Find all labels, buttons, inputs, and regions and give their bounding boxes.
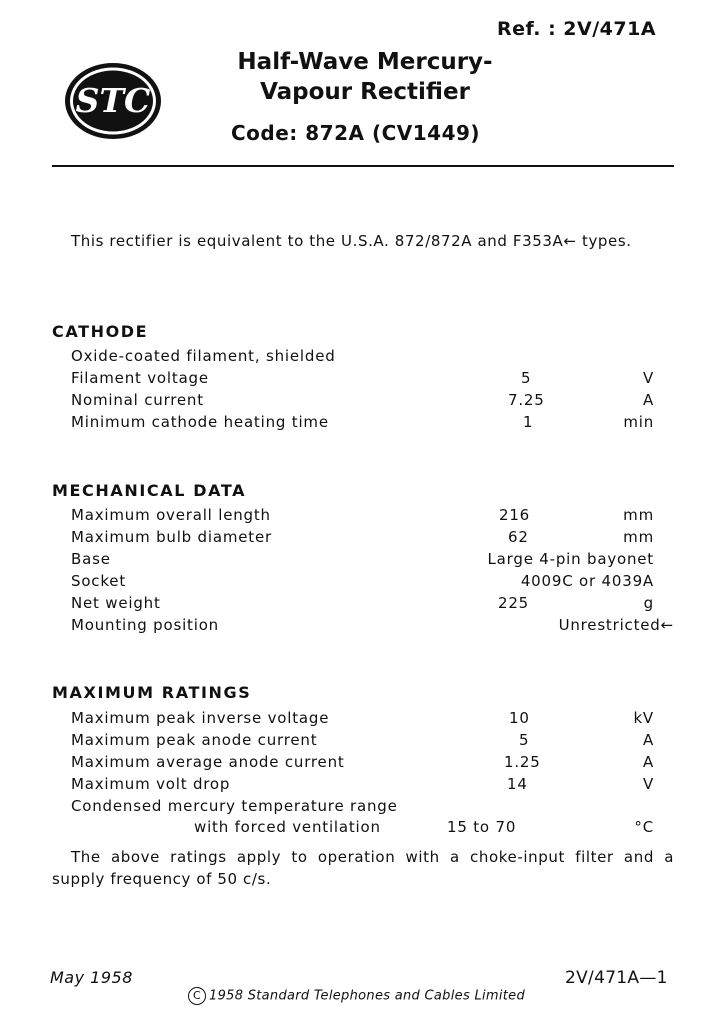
table-row (71, 570, 681, 592)
row-unit: V (642, 369, 654, 387)
row-value: Large 4-pin bayonet (487, 550, 654, 568)
row-value: 62 (508, 528, 529, 546)
row-unit: mm (623, 506, 654, 524)
table-row (71, 389, 681, 411)
row-unit: min (623, 413, 654, 431)
row-label: Net weight (71, 594, 161, 612)
row-value: 225 (498, 594, 530, 612)
row-value: 10 (509, 709, 530, 727)
intro-text-end: types. (576, 232, 632, 250)
change-arrow-icon: ← (563, 232, 577, 250)
row-label: Condensed mercury temperature range (71, 797, 398, 815)
table-row (71, 751, 681, 773)
intro-paragraph (52, 230, 674, 252)
table-row (71, 526, 681, 548)
row-unit: kV (633, 709, 654, 727)
row-value: 14 (507, 775, 528, 793)
table-row (71, 592, 681, 614)
row-label: Maximum average anode current (71, 753, 345, 771)
table-row (71, 411, 681, 433)
row-label: Mounting position (71, 616, 219, 634)
row-label: Maximum volt drop (71, 775, 231, 793)
row-label: Maximum peak inverse voltage (71, 709, 330, 727)
row-value: 5 (521, 369, 532, 387)
row-value: Unrestricted← (558, 616, 674, 634)
logo-text: STC (75, 81, 151, 120)
row-label: Filament voltage (71, 369, 209, 387)
row-unit: g (643, 594, 654, 612)
cathode-heading: CATHODE (52, 322, 149, 341)
ratings-note: The above ratings apply to operation with a choke-input filter and a supply frequency of 50 c/s. (52, 848, 674, 888)
row-unit: °C (634, 818, 654, 836)
row-value: 7.25 (508, 391, 545, 409)
intro-text: This rectifier is equivalent to the U.S.A. 872/872A and F353A (71, 232, 564, 250)
row-label: with forced ventilation (194, 818, 381, 836)
row-label: Socket (71, 572, 127, 590)
mechanical-heading: MECHANICAL DATA (52, 481, 247, 500)
table-row (71, 614, 681, 636)
row-value: 15 to 70 (447, 818, 517, 836)
row-value: 4009C or 4039A (520, 572, 654, 590)
table-row (71, 816, 681, 838)
row-label: Maximum bulb diameter (71, 528, 272, 546)
row-unit: A (642, 391, 654, 409)
copyright-text: 1958 Standard Telephones and Cables Limited (209, 988, 526, 1004)
row-value: 1.25 (504, 753, 541, 771)
table-row (71, 729, 681, 751)
title-line-1: Half-Wave Mercury- (237, 49, 493, 75)
reference-number: Ref. : 2V/471A (497, 18, 657, 40)
row-unit: V (642, 775, 654, 793)
table-row (71, 795, 681, 817)
publication-date: May 1958 (50, 968, 133, 987)
row-value: 5 (519, 731, 530, 749)
row-label: Minimum cathode heating time (71, 413, 329, 431)
row-unit: A (642, 731, 654, 749)
table-row (71, 707, 681, 729)
copyright-icon: C (188, 987, 206, 1005)
row-label: Nominal current (71, 391, 204, 409)
ratings-heading: MAXIMUM RATINGS (52, 683, 252, 702)
row-label: Oxide-coated filament, shielded (71, 347, 336, 365)
row-label: Maximum peak anode current (71, 731, 318, 749)
row-label: Maximum overall length (71, 506, 271, 524)
row-label: Base (71, 550, 111, 568)
table-row (71, 367, 681, 389)
stc-logo (62, 60, 164, 142)
header-divider (52, 165, 674, 167)
title-line-2: Vapour Rectifier (260, 79, 470, 105)
page-reference: 2V/471A—1 (565, 968, 668, 988)
copyright-notice (188, 987, 525, 1005)
row-value: 1 (523, 413, 534, 431)
row-value: 216 (499, 506, 531, 524)
table-row (71, 773, 681, 795)
table-row (71, 345, 681, 367)
table-row (71, 548, 681, 570)
row-unit: A (642, 753, 654, 771)
row-unit: mm (623, 528, 654, 546)
table-row (71, 504, 681, 526)
product-code: Code: 872A (CV1449) (231, 121, 481, 145)
